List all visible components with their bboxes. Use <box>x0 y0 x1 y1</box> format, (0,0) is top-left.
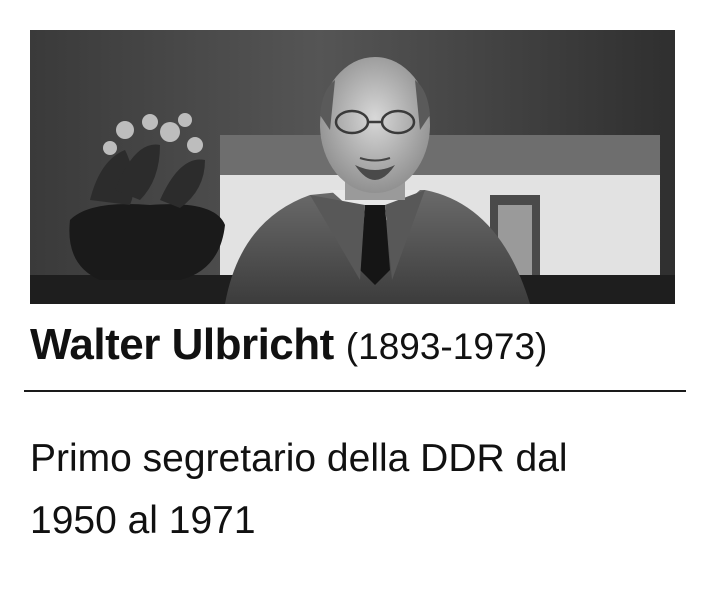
portrait-photo <box>30 30 675 304</box>
caption-line-2: 1950 al 1971 <box>30 499 256 542</box>
caption <box>30 428 690 552</box>
caption-line-1: Primo segretario della DDR dal <box>30 437 568 480</box>
portrait-illustration <box>30 30 675 304</box>
title-line <box>30 320 690 376</box>
person-name: Walter Ulbricht <box>30 320 334 369</box>
divider <box>24 390 686 392</box>
life-years: (1893-1973) <box>345 326 548 367</box>
